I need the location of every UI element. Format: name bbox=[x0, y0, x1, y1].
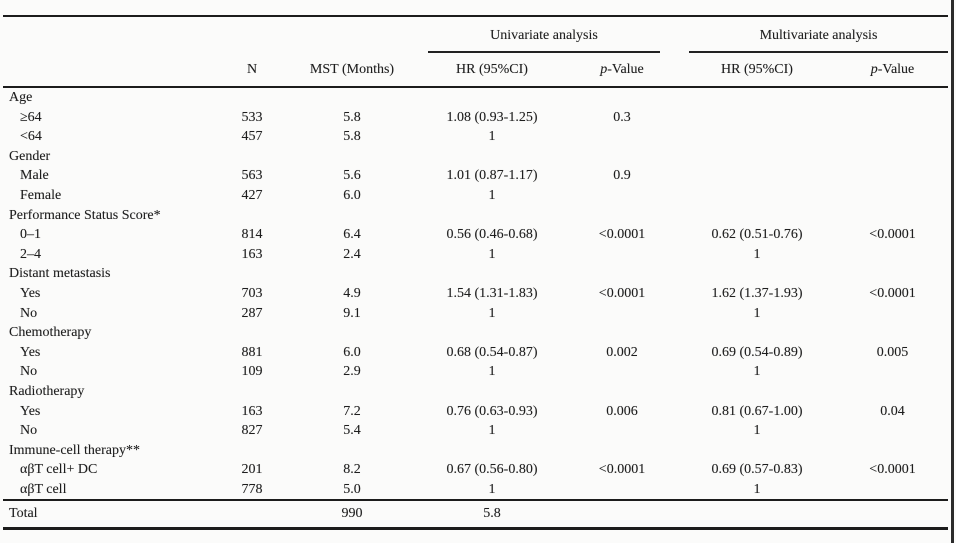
multi-hr-cell: 0.81 (0.67-1.00) bbox=[711, 403, 803, 419]
uni-pvalue-cell: <0.0001 bbox=[598, 285, 646, 301]
multi-pvalue-cell bbox=[837, 362, 948, 382]
uni-pvalue-cell bbox=[567, 206, 677, 226]
univariate-spanner-cell bbox=[417, 16, 677, 53]
uni-pvalue-cell: 0.006 bbox=[606, 403, 638, 419]
uni-hr-cell: 1.08 (0.93-1.25) bbox=[446, 109, 538, 125]
data-row bbox=[3, 362, 948, 382]
mst-cell: 6.0 bbox=[343, 187, 361, 203]
data-row bbox=[3, 402, 948, 422]
uni-hr-cell: 1 bbox=[488, 423, 496, 439]
data-row bbox=[3, 225, 948, 245]
n-cell: 814 bbox=[241, 227, 263, 243]
row-label: ≥64 bbox=[20, 109, 42, 125]
n-cell bbox=[217, 264, 287, 284]
total-row bbox=[3, 500, 948, 529]
row-label: No bbox=[20, 423, 38, 439]
n-cell: 427 bbox=[241, 187, 263, 203]
uni-hr-cell: 1.01 (0.87-1.17) bbox=[446, 168, 538, 184]
empty-header-cell bbox=[217, 16, 287, 53]
total-multi-hr-cell bbox=[677, 500, 837, 529]
empty-header-cell bbox=[3, 16, 217, 53]
uni-hr-cell: 1 bbox=[488, 129, 496, 145]
data-row bbox=[3, 186, 948, 206]
table-body bbox=[3, 87, 948, 500]
row-label: Yes bbox=[20, 285, 41, 301]
group-row bbox=[3, 441, 948, 461]
n-cell: 457 bbox=[241, 129, 263, 145]
pvalue-label: p-Value bbox=[870, 61, 915, 77]
row-label: 2–4 bbox=[20, 246, 41, 262]
group-row bbox=[3, 87, 948, 108]
n-cell: 827 bbox=[241, 423, 263, 439]
group-row bbox=[3, 323, 948, 343]
multi-hr-cell bbox=[677, 127, 837, 147]
uni-pvalue-cell bbox=[567, 264, 677, 284]
row-label: Male bbox=[20, 168, 49, 184]
mst-column-header: MST (Months) bbox=[287, 53, 417, 87]
uni-hr-cell: 1 bbox=[488, 305, 496, 321]
multi-hr-cell: 0.69 (0.57-0.83) bbox=[711, 462, 803, 478]
spanner-header-row bbox=[3, 16, 948, 53]
uni-pvalue-cell bbox=[567, 480, 677, 501]
mst-cell: 7.2 bbox=[343, 403, 361, 419]
uni-pvalue-cell bbox=[567, 362, 677, 382]
row-label: Radiotherapy bbox=[9, 383, 85, 399]
mst-cell bbox=[287, 147, 417, 167]
mst-cell bbox=[287, 382, 417, 402]
mst-cell: 6.0 bbox=[343, 344, 361, 360]
mst-cell: 5.6 bbox=[343, 168, 361, 184]
uni-pvalue-cell bbox=[567, 127, 677, 147]
uni-pvalue-cell bbox=[567, 421, 677, 441]
multi-pvalue-cell bbox=[837, 421, 948, 441]
uni-pvalue-cell: 0.9 bbox=[613, 168, 631, 184]
row-label: Chemotherapy bbox=[9, 325, 92, 341]
n-cell: 163 bbox=[241, 403, 263, 419]
multi-hr-column-header: HR (95%CI) bbox=[677, 53, 837, 87]
multi-hr-cell: 1 bbox=[753, 305, 761, 321]
data-row bbox=[3, 284, 948, 304]
group-row bbox=[3, 382, 948, 402]
mst-cell: 8.2 bbox=[343, 462, 361, 478]
survival-analysis-table bbox=[3, 15, 948, 530]
univariate-analysis-header: Univariate analysis bbox=[428, 28, 660, 53]
row-label: <64 bbox=[20, 129, 42, 145]
group-row bbox=[3, 264, 948, 284]
mst-cell: 5.8 bbox=[343, 109, 361, 125]
total-multi-pvalue-cell bbox=[837, 500, 948, 529]
row-label: No bbox=[20, 364, 38, 380]
multi-hr-cell bbox=[677, 108, 837, 128]
row-label: Immune-cell therapy** bbox=[9, 442, 141, 458]
row-label: Age bbox=[9, 90, 33, 105]
multi-pvalue-cell bbox=[837, 87, 948, 108]
mst-cell: 9.1 bbox=[343, 305, 361, 321]
n-cell bbox=[217, 206, 287, 226]
uni-hr-cell bbox=[417, 441, 567, 461]
group-row bbox=[3, 147, 948, 167]
multi-pvalue-cell bbox=[837, 480, 948, 501]
mst-cell bbox=[287, 264, 417, 284]
uni-hr-cell bbox=[417, 382, 567, 402]
multi-pvalue-cell bbox=[837, 127, 948, 147]
uni-hr-cell: 1 bbox=[488, 481, 496, 497]
mst-cell bbox=[287, 323, 417, 343]
mst-cell: 6.4 bbox=[343, 227, 361, 243]
multi-pvalue-cell: <0.0001 bbox=[869, 285, 916, 301]
n-column-header: N bbox=[217, 53, 287, 87]
multivariate-analysis-header: Multivariate analysis bbox=[689, 28, 948, 53]
uni-hr-cell: 0.56 (0.46-0.68) bbox=[446, 227, 538, 243]
multi-pvalue-cell bbox=[837, 304, 948, 324]
data-row bbox=[3, 127, 948, 147]
row-label: Yes bbox=[20, 344, 41, 360]
mst-cell: 4.9 bbox=[343, 285, 361, 301]
uni-hr-cell: 1.54 (1.31-1.83) bbox=[446, 285, 538, 301]
uni-pvalue-cell: <0.0001 bbox=[598, 462, 646, 478]
multi-hr-cell bbox=[677, 186, 837, 206]
multi-pvalue-cell bbox=[837, 166, 948, 186]
uni-hr-cell bbox=[417, 206, 567, 226]
multi-pvalue-cell bbox=[837, 245, 948, 265]
total-uni-pvalue-cell bbox=[567, 500, 677, 529]
n-cell: 703 bbox=[241, 285, 263, 301]
n-cell: 533 bbox=[241, 109, 263, 125]
uni-pvalue-cell bbox=[567, 382, 677, 402]
multi-hr-cell: 1.62 (1.37-1.93) bbox=[711, 285, 803, 301]
multi-hr-cell bbox=[677, 147, 837, 167]
n-cell: 778 bbox=[241, 481, 263, 497]
n-cell: 201 bbox=[241, 462, 263, 478]
uni-hr-cell bbox=[417, 147, 567, 167]
column-header-row bbox=[3, 53, 948, 87]
n-cell bbox=[217, 441, 287, 461]
multi-hr-cell bbox=[677, 441, 837, 461]
total-row-label: Total bbox=[3, 500, 217, 529]
uni-pvalue-cell: <0.0001 bbox=[598, 227, 646, 243]
multi-hr-cell: 0.62 (0.51-0.76) bbox=[711, 227, 803, 243]
uni-pvalue-cell bbox=[567, 323, 677, 343]
uni-hr-cell: 0.68 (0.54-0.87) bbox=[446, 344, 538, 360]
multi-pvalue-cell bbox=[837, 186, 948, 206]
mst-cell: 5.0 bbox=[343, 481, 361, 497]
data-row bbox=[3, 421, 948, 441]
n-cell: 287 bbox=[241, 305, 263, 321]
row-label: Yes bbox=[20, 403, 41, 419]
n-cell bbox=[217, 147, 287, 167]
uni-hr-cell: 1 bbox=[488, 187, 496, 203]
empty-header-cell bbox=[287, 16, 417, 53]
total-uni-hr-cell: 5.8 bbox=[417, 500, 567, 529]
multi-pvalue-cell: 0.005 bbox=[876, 344, 909, 360]
row-label: αβT cell+ DC bbox=[20, 462, 98, 478]
mst-cell bbox=[287, 441, 417, 461]
multi-hr-cell bbox=[677, 382, 837, 402]
uni-pvalue-cell bbox=[567, 441, 677, 461]
uni-hr-cell: 0.67 (0.56-0.80) bbox=[446, 462, 538, 478]
multi-pvalue-cell: <0.0001 bbox=[869, 227, 916, 243]
multi-pvalue-cell bbox=[837, 108, 948, 128]
row-label: Performance Status Score* bbox=[9, 207, 161, 223]
data-row bbox=[3, 166, 948, 186]
uni-hr-cell bbox=[417, 87, 567, 108]
uni-hr-cell bbox=[417, 264, 567, 284]
multi-pvalue-cell bbox=[837, 323, 948, 343]
uni-pvalue-column-header bbox=[567, 53, 677, 87]
uni-hr-column-header: HR (95%CI) bbox=[417, 53, 567, 87]
row-label: Distant metastasis bbox=[9, 266, 111, 282]
n-cell: 163 bbox=[241, 246, 263, 262]
n-cell bbox=[217, 382, 287, 402]
data-row bbox=[3, 108, 948, 128]
data-row bbox=[3, 460, 948, 480]
empty-header-cell bbox=[3, 53, 217, 87]
multi-pvalue-cell bbox=[837, 147, 948, 167]
mst-cell: 5.8 bbox=[343, 129, 361, 145]
uni-pvalue-cell bbox=[567, 87, 677, 108]
row-label: 0–1 bbox=[20, 227, 41, 243]
multi-hr-cell bbox=[677, 166, 837, 186]
multi-pvalue-cell bbox=[837, 441, 948, 461]
multi-pvalue-cell bbox=[837, 206, 948, 226]
multi-hr-cell: 1 bbox=[753, 481, 761, 497]
uni-pvalue-cell: 0.3 bbox=[613, 109, 631, 125]
total-mst-cell: 990 bbox=[287, 500, 417, 529]
data-row bbox=[3, 343, 948, 363]
uni-pvalue-cell bbox=[567, 304, 677, 324]
multi-hr-cell: 0.69 (0.54-0.89) bbox=[711, 344, 803, 360]
uni-hr-cell: 0.76 (0.63-0.93) bbox=[446, 403, 538, 419]
mst-cell bbox=[287, 206, 417, 226]
mst-cell: 5.4 bbox=[343, 423, 361, 439]
total-n-cell bbox=[217, 500, 287, 529]
multi-hr-cell bbox=[677, 323, 837, 343]
right-frame-line bbox=[951, 0, 954, 543]
uni-hr-cell: 1 bbox=[488, 364, 496, 380]
uni-hr-cell: 1 bbox=[488, 246, 496, 262]
row-label: Female bbox=[20, 187, 62, 203]
data-row bbox=[3, 304, 948, 324]
row-label: αβT cell bbox=[20, 481, 67, 497]
multi-hr-cell bbox=[677, 87, 837, 108]
multi-pvalue-cell bbox=[837, 382, 948, 402]
row-label: Gender bbox=[9, 148, 51, 164]
n-cell bbox=[217, 323, 287, 343]
uni-pvalue-cell bbox=[567, 147, 677, 167]
n-cell: 881 bbox=[241, 344, 263, 360]
n-cell: 563 bbox=[241, 168, 263, 184]
row-label: No bbox=[20, 305, 38, 321]
data-row bbox=[3, 480, 948, 501]
n-cell bbox=[217, 87, 287, 108]
mst-cell: 2.9 bbox=[343, 364, 361, 380]
mst-cell: 2.4 bbox=[343, 246, 361, 262]
multi-hr-cell: 1 bbox=[753, 423, 761, 439]
group-row bbox=[3, 206, 948, 226]
multi-hr-cell bbox=[677, 206, 837, 226]
multi-pvalue-column-header bbox=[837, 53, 948, 87]
uni-pvalue-cell: 0.002 bbox=[606, 344, 638, 360]
multi-hr-cell: 1 bbox=[753, 246, 761, 262]
multi-pvalue-cell: <0.0001 bbox=[869, 462, 916, 478]
data-row bbox=[3, 245, 948, 265]
uni-pvalue-cell bbox=[567, 245, 677, 265]
pvalue-label: p-Value bbox=[600, 61, 644, 77]
uni-pvalue-cell bbox=[567, 186, 677, 206]
uni-hr-cell bbox=[417, 323, 567, 343]
mst-cell bbox=[287, 87, 417, 108]
multi-pvalue-cell: 0.04 bbox=[880, 403, 905, 419]
multivariate-spanner-cell bbox=[677, 16, 948, 53]
n-cell: 109 bbox=[241, 364, 263, 380]
multi-pvalue-cell bbox=[837, 264, 948, 284]
multi-hr-cell: 1 bbox=[753, 364, 761, 380]
multi-hr-cell bbox=[677, 264, 837, 284]
